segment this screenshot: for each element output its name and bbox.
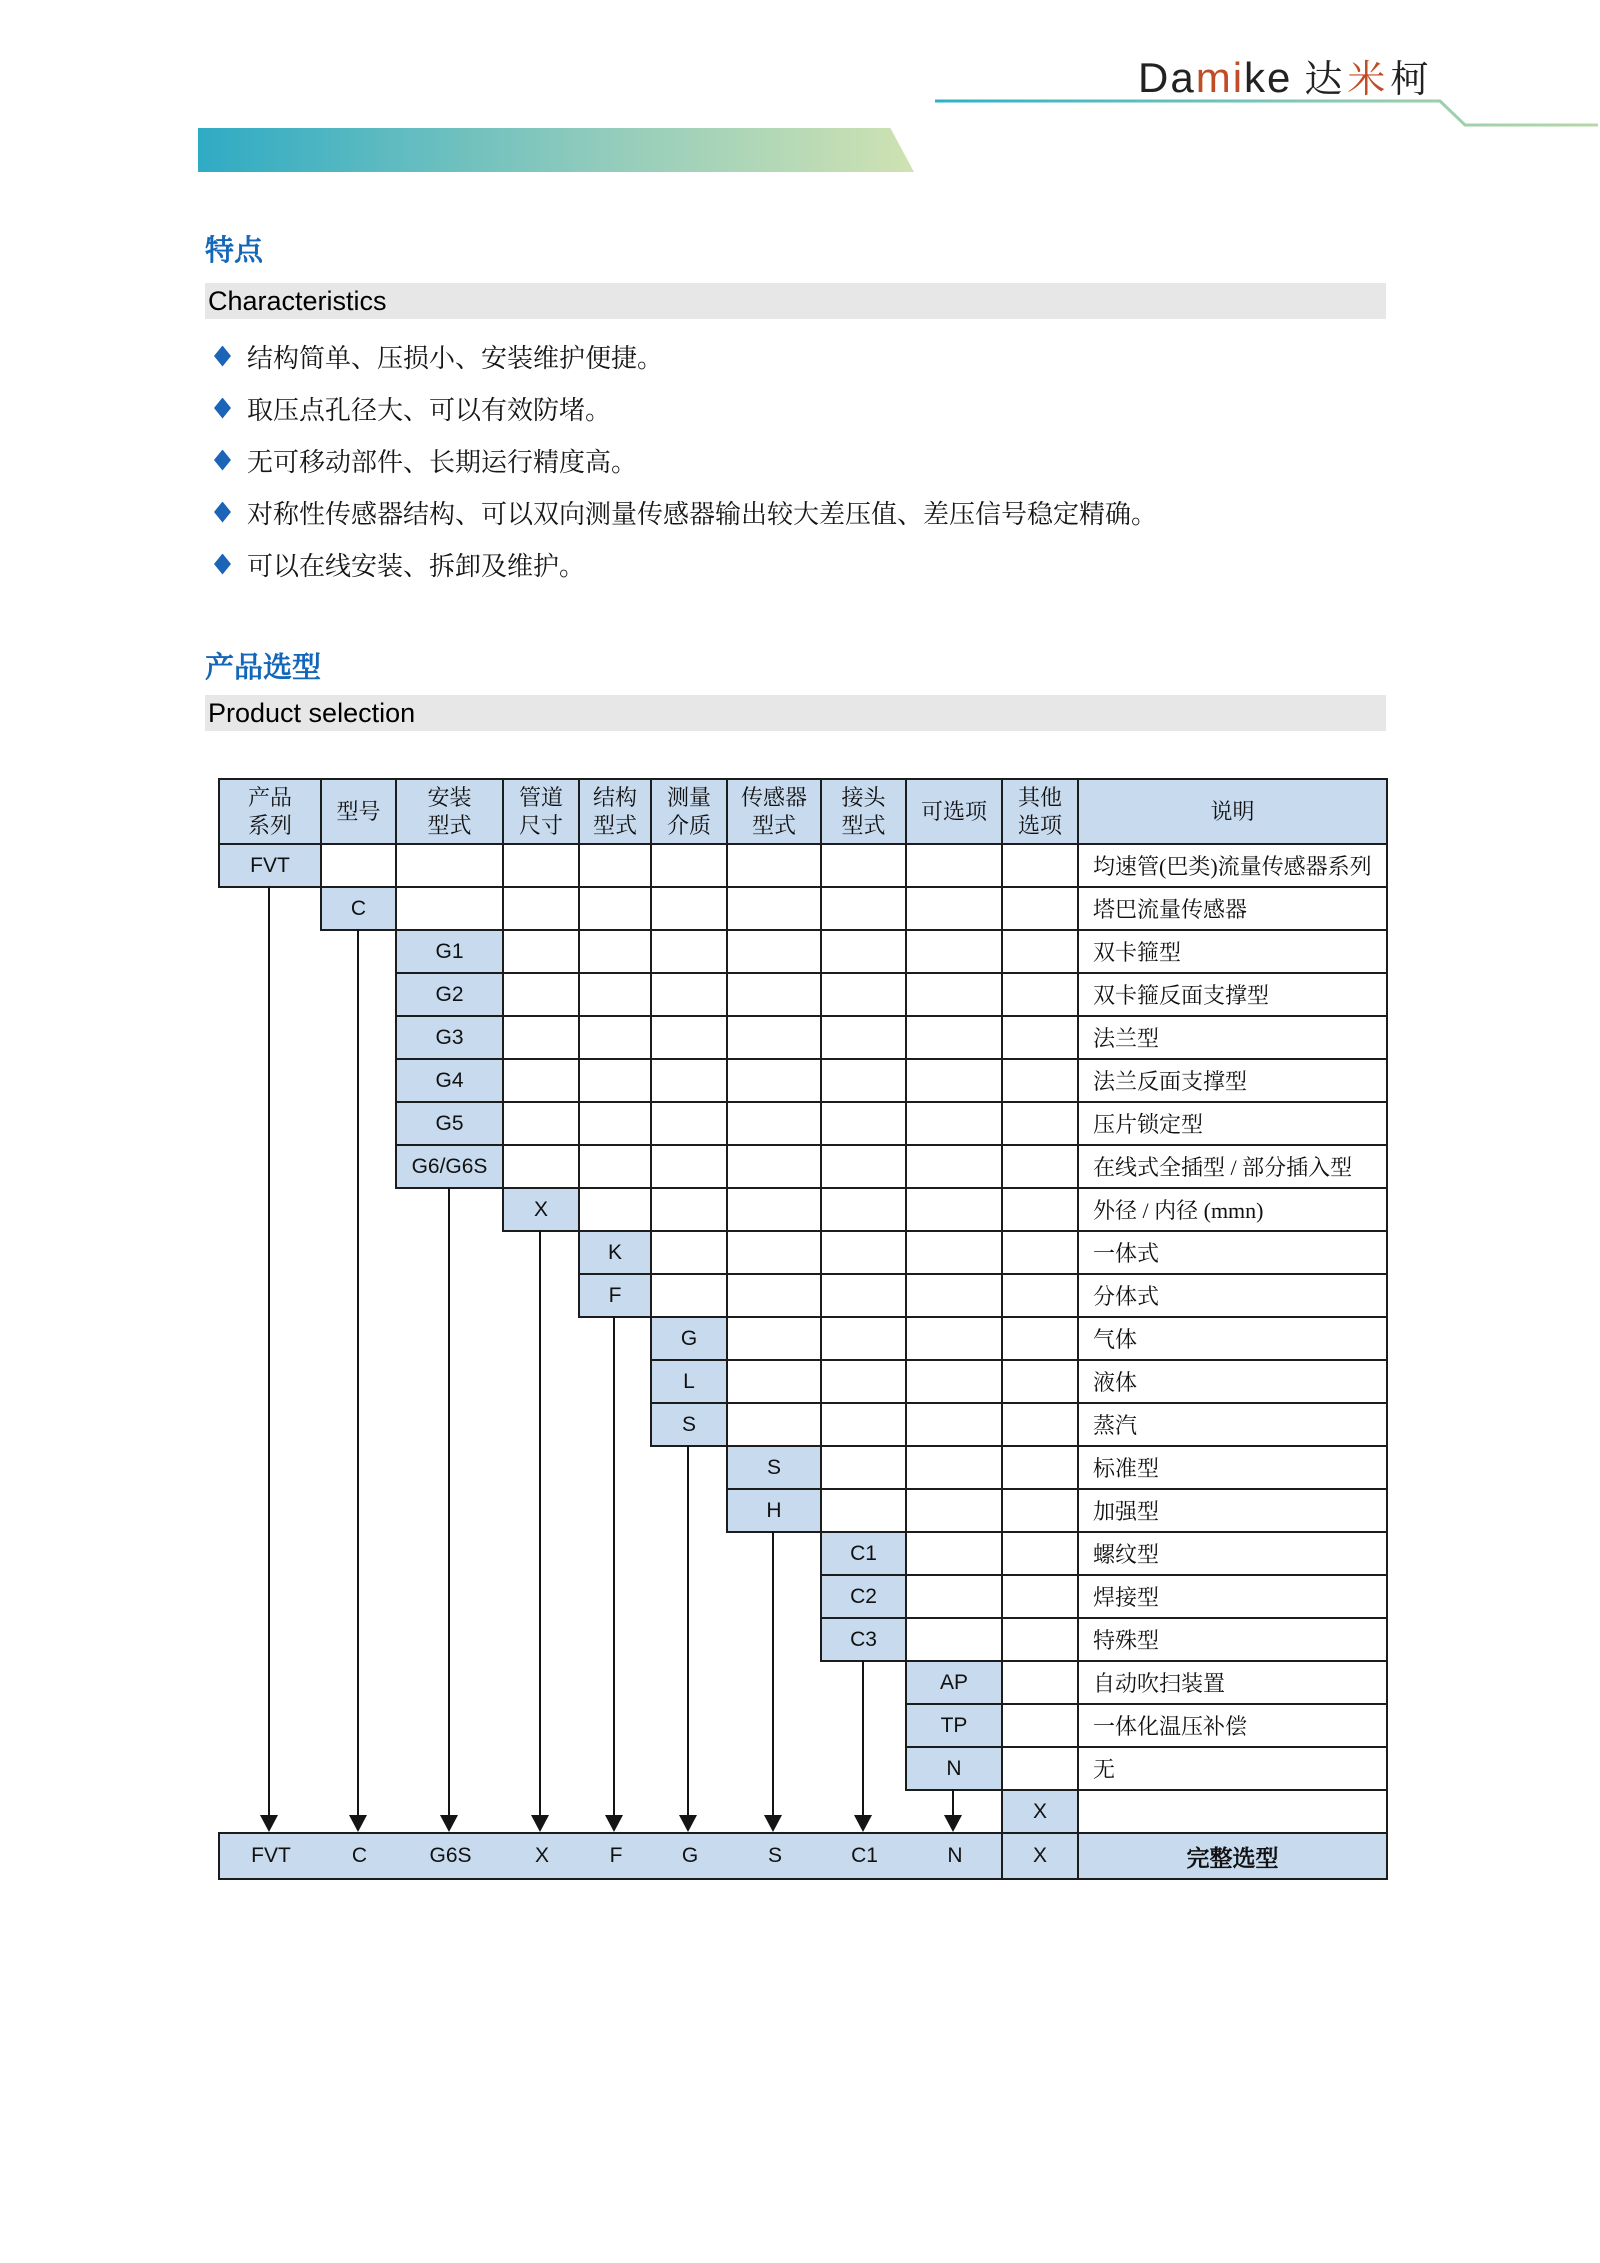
table-header-cell (320, 778, 397, 845)
header-line: 结构 (592, 784, 637, 810)
empty-cell (726, 1230, 822, 1275)
empty-cell (502, 1101, 580, 1146)
diamond-bullet-icon (214, 398, 231, 419)
arrow-line (268, 886, 270, 1815)
empty-cell (578, 1101, 652, 1146)
code-cell: C2 (820, 1574, 907, 1619)
empty-cell (820, 1144, 907, 1189)
header-line: 接头 (841, 784, 886, 810)
empty-cell (905, 1058, 1003, 1103)
table-header-cell (395, 778, 504, 845)
desc-cell: 焊接型 (1077, 1574, 1388, 1619)
logo-cjk (1304, 48, 1433, 103)
empty-cell (1001, 1058, 1079, 1103)
header-line: 系列 (247, 812, 292, 838)
empty-cell (502, 1058, 580, 1103)
header-line: 安装 (427, 784, 472, 810)
empty-cell (1001, 1187, 1079, 1232)
table-header-cell (502, 778, 580, 845)
code-cell: X (1001, 1789, 1079, 1834)
empty-cell (1001, 1230, 1079, 1275)
desc-cell: 法兰反面支撑型 (1077, 1058, 1388, 1103)
empty-cell (820, 1402, 907, 1447)
desc-cell: 一体化温压补偿 (1077, 1703, 1388, 1748)
table-header-cell (578, 778, 652, 845)
empty-cell (502, 886, 580, 931)
empty-cell (502, 1144, 580, 1189)
footer-code: FVT (251, 1844, 291, 1867)
empty-cell (905, 1144, 1003, 1189)
desc-cell: 一体式 (1077, 1230, 1388, 1275)
code-cell: G3 (395, 1015, 504, 1060)
code-cell: TP (905, 1703, 1003, 1748)
header-line: 选项 (1017, 812, 1062, 838)
arrow-head-icon (349, 1815, 367, 1832)
code-cell: G4 (395, 1058, 504, 1103)
header-line: 介质 (666, 812, 711, 838)
empty-cell (650, 1144, 728, 1189)
empty-cell (650, 886, 728, 931)
empty-cell (578, 886, 652, 931)
desc-cell: 蒸汽 (1077, 1402, 1388, 1447)
desc-cell: 气体 (1077, 1316, 1388, 1361)
header-line: 产品 (247, 784, 292, 810)
feature-text: 无可移动部件、长期运行精度高。 (247, 447, 638, 477)
header-line: 测量 (666, 784, 711, 810)
table-header-cell (1001, 778, 1079, 845)
desc-cell: 螺纹型 (1077, 1531, 1388, 1576)
desc-cell: 压片锁定型 (1077, 1101, 1388, 1146)
empty-cell (578, 1187, 652, 1232)
desc-cell (1077, 1789, 1388, 1834)
header-line: 传感器 (740, 784, 807, 810)
footer-code: G6S (429, 1844, 472, 1867)
empty-cell (1001, 1101, 1079, 1146)
empty-cell (1001, 1144, 1079, 1189)
arrow-head-icon (440, 1815, 458, 1832)
empty-cell (820, 1230, 907, 1275)
logo-cjk-3: 柯 (1390, 59, 1434, 101)
empty-cell (1001, 1574, 1079, 1619)
empty-cell (905, 1445, 1003, 1490)
arrow-head-icon (679, 1815, 697, 1832)
arrow-head-icon (854, 1815, 872, 1832)
code-cell: F (578, 1273, 652, 1318)
empty-cell (726, 1187, 822, 1232)
desc-cell: 均速管(巴类)流量传感器系列 (1077, 843, 1388, 888)
empty-cell (905, 1230, 1003, 1275)
feature-item (214, 549, 1157, 579)
empty-cell (726, 1015, 822, 1060)
footer-code: X (534, 1844, 550, 1867)
empty-cell (1001, 1273, 1079, 1318)
footer-codes-strip (218, 1832, 1003, 1880)
code-cell: C1 (820, 1531, 907, 1576)
empty-cell (578, 929, 652, 974)
empty-cell (820, 1015, 907, 1060)
header-line: 型式 (592, 812, 637, 838)
empty-cell (726, 886, 822, 931)
empty-cell (726, 1402, 822, 1447)
desc-cell: 在线式全插型 / 部分插入型 (1077, 1144, 1388, 1189)
empty-cell (650, 972, 728, 1017)
empty-cell (905, 1273, 1003, 1318)
code-cell: C3 (820, 1617, 907, 1662)
empty-cell (502, 972, 580, 1017)
desc-cell: 双卡箍反面支撑型 (1077, 972, 1388, 1017)
empty-cell (578, 1144, 652, 1189)
arrow-line (772, 1531, 774, 1815)
empty-cell (820, 1187, 907, 1232)
desc-cell: 无 (1077, 1746, 1388, 1791)
code-cell: G5 (395, 1101, 504, 1146)
logo-ke: ke (1244, 54, 1293, 101)
empty-cell (1001, 886, 1079, 931)
arrow-head-icon (260, 1815, 278, 1832)
desc-cell: 液体 (1077, 1359, 1388, 1404)
table-header-cell (820, 778, 907, 845)
feature-item (214, 497, 1157, 527)
empty-cell (905, 886, 1003, 931)
code-cell: G2 (395, 972, 504, 1017)
empty-cell (726, 1273, 822, 1318)
table-header-cell (726, 778, 822, 845)
arrow-head-icon (944, 1815, 962, 1832)
empty-cell (905, 1574, 1003, 1619)
empty-cell (820, 1359, 907, 1404)
feature-text: 对称性传感器结构、可以双向测量传感器输出较大差压值、差压信号稳定精确。 (247, 499, 1158, 529)
logo-cjk-2: 米 (1347, 59, 1391, 101)
empty-cell (502, 1015, 580, 1060)
empty-cell (905, 1101, 1003, 1146)
header-line: 型式 (427, 812, 472, 838)
code-cell: L (650, 1359, 728, 1404)
feature-item (214, 393, 1157, 423)
selection-subtitle: Product selection (208, 697, 416, 728)
code-cell: G1 (395, 929, 504, 974)
empty-cell (820, 1488, 907, 1533)
arrow-head-icon (605, 1815, 623, 1832)
empty-cell (1001, 1402, 1079, 1447)
empty-cell (726, 843, 822, 888)
empty-cell (726, 1359, 822, 1404)
footer-code: S (767, 1844, 783, 1867)
code-cell: C (320, 886, 397, 931)
header-line: 尺寸 (518, 812, 563, 838)
empty-cell (820, 1316, 907, 1361)
empty-cell (820, 1101, 907, 1146)
empty-cell (1001, 929, 1079, 974)
empty-cell (395, 843, 504, 888)
empty-cell (905, 1531, 1003, 1576)
empty-cell (650, 1058, 728, 1103)
empty-cell (726, 1058, 822, 1103)
empty-cell (820, 886, 907, 931)
empty-cell (1001, 1617, 1079, 1662)
empty-cell (502, 929, 580, 974)
empty-cell (650, 1230, 728, 1275)
code-cell: G (650, 1316, 728, 1361)
diamond-bullet-icon (214, 502, 231, 523)
arrow-head-icon (764, 1815, 782, 1832)
feature-text: 可以在线安装、拆卸及维护。 (247, 551, 586, 581)
empty-cell (820, 843, 907, 888)
footer-code: C (351, 1844, 368, 1867)
arrow-line (357, 929, 359, 1815)
empty-cell (1001, 1015, 1079, 1060)
code-cell: N (905, 1746, 1003, 1791)
empty-cell (1001, 1488, 1079, 1533)
table-header-cell (1077, 778, 1388, 845)
diamond-bullet-icon (214, 554, 231, 575)
empty-cell (578, 1058, 652, 1103)
empty-cell (1001, 1703, 1079, 1748)
feature-item (214, 341, 1157, 371)
empty-cell (726, 1101, 822, 1146)
header-line: 其他 (1017, 784, 1062, 810)
empty-cell (726, 929, 822, 974)
diamond-bullet-icon (214, 450, 231, 471)
feature-item (214, 445, 1157, 475)
empty-cell (1001, 1531, 1079, 1576)
section-banner (198, 128, 914, 172)
logo-underline (930, 96, 1600, 130)
desc-cell: 外径 / 内径 (mmn) (1077, 1187, 1388, 1232)
footer-code: F (609, 1844, 623, 1867)
header-line: 型号 (336, 798, 381, 824)
arrow-line (448, 1187, 450, 1815)
empty-cell (905, 929, 1003, 974)
arrow-line (862, 1660, 864, 1815)
arrow-line (539, 1230, 541, 1815)
logo-mi: mi (1195, 54, 1245, 101)
empty-cell (820, 929, 907, 974)
empty-cell (650, 1273, 728, 1318)
feature-text: 结构简单、压损小、安装维护便捷。 (247, 343, 664, 373)
empty-cell (1001, 1660, 1079, 1705)
empty-cell (820, 1058, 907, 1103)
empty-cell (578, 972, 652, 1017)
empty-cell (650, 929, 728, 974)
brand-logo (1138, 48, 1433, 103)
features-subtitle-bar (205, 283, 1386, 319)
code-cell: S (650, 1402, 728, 1447)
arrow-head-icon (531, 1815, 549, 1832)
diamond-bullet-icon (214, 346, 231, 367)
empty-cell (726, 972, 822, 1017)
selection-title: 产品选型 (205, 652, 322, 684)
code-cell: H (726, 1488, 822, 1533)
arrow-line (952, 1789, 954, 1815)
empty-cell (650, 1015, 728, 1060)
desc-cell: 加强型 (1077, 1488, 1388, 1533)
empty-cell (905, 1617, 1003, 1662)
footer-code: N (947, 1844, 963, 1867)
code-cell: G6/G6S (395, 1144, 504, 1189)
feature-list (214, 341, 1157, 601)
code-cell: S (726, 1445, 822, 1490)
code-cell: FVT (218, 843, 322, 888)
arrow-line (613, 1316, 615, 1815)
selection-table (218, 778, 1390, 1880)
empty-cell (905, 1015, 1003, 1060)
empty-cell (320, 843, 397, 888)
desc-cell: 特殊型 (1077, 1617, 1388, 1662)
empty-cell (395, 886, 504, 931)
code-cell: X (502, 1187, 580, 1232)
empty-cell (905, 843, 1003, 888)
logo-da: Da (1138, 54, 1196, 101)
empty-cell (726, 1144, 822, 1189)
desc-cell: 自动吹扫装置 (1077, 1660, 1388, 1705)
features-title: 特点 (205, 235, 264, 267)
features-subtitle: Characteristics (208, 285, 387, 316)
desc-cell: 塔巴流量传感器 (1077, 886, 1388, 931)
desc-cell: 分体式 (1077, 1273, 1388, 1318)
empty-cell (905, 1187, 1003, 1232)
empty-cell (1001, 1746, 1079, 1791)
logo-latin (1138, 54, 1292, 102)
desc-cell: 法兰型 (1077, 1015, 1388, 1060)
empty-cell (502, 843, 580, 888)
empty-cell (578, 843, 652, 888)
empty-cell (820, 1445, 907, 1490)
header-line: 说明 (1210, 798, 1255, 824)
footer-label-cell: 完整选型 (1077, 1832, 1388, 1880)
selection-subtitle-bar (205, 695, 1386, 731)
footer-extra-code-cell: X (1001, 1832, 1079, 1880)
header-line: 可选项 (920, 798, 987, 824)
empty-cell (905, 972, 1003, 1017)
feature-text: 取压点孔径大、可以有效防堵。 (247, 395, 612, 425)
header-line: 型式 (751, 812, 796, 838)
empty-cell (650, 1187, 728, 1232)
empty-cell (1001, 1445, 1079, 1490)
code-cell: K (578, 1230, 652, 1275)
empty-cell (1001, 843, 1079, 888)
header-line: 管道 (518, 784, 563, 810)
footer-code: C1 (851, 1844, 878, 1867)
empty-cell (726, 1316, 822, 1361)
empty-cell (578, 1015, 652, 1060)
header-line: 型式 (841, 812, 886, 838)
desc-cell: 双卡箍型 (1077, 929, 1388, 974)
empty-cell (1001, 1359, 1079, 1404)
empty-cell (905, 1488, 1003, 1533)
empty-cell (1001, 1316, 1079, 1361)
empty-cell (650, 843, 728, 888)
code-cell: AP (905, 1660, 1003, 1705)
table-header-cell (218, 778, 322, 845)
logo-cjk-1: 达 (1304, 59, 1348, 101)
footer-code: G (681, 1844, 699, 1867)
empty-cell (905, 1316, 1003, 1361)
empty-cell (905, 1402, 1003, 1447)
empty-cell (820, 1273, 907, 1318)
empty-cell (820, 972, 907, 1017)
table-header-cell (905, 778, 1003, 845)
arrow-line (687, 1445, 689, 1815)
empty-cell (650, 1101, 728, 1146)
desc-cell: 标准型 (1077, 1445, 1388, 1490)
empty-cell (1001, 972, 1079, 1017)
empty-cell (905, 1359, 1003, 1404)
table-header-cell (650, 778, 728, 845)
